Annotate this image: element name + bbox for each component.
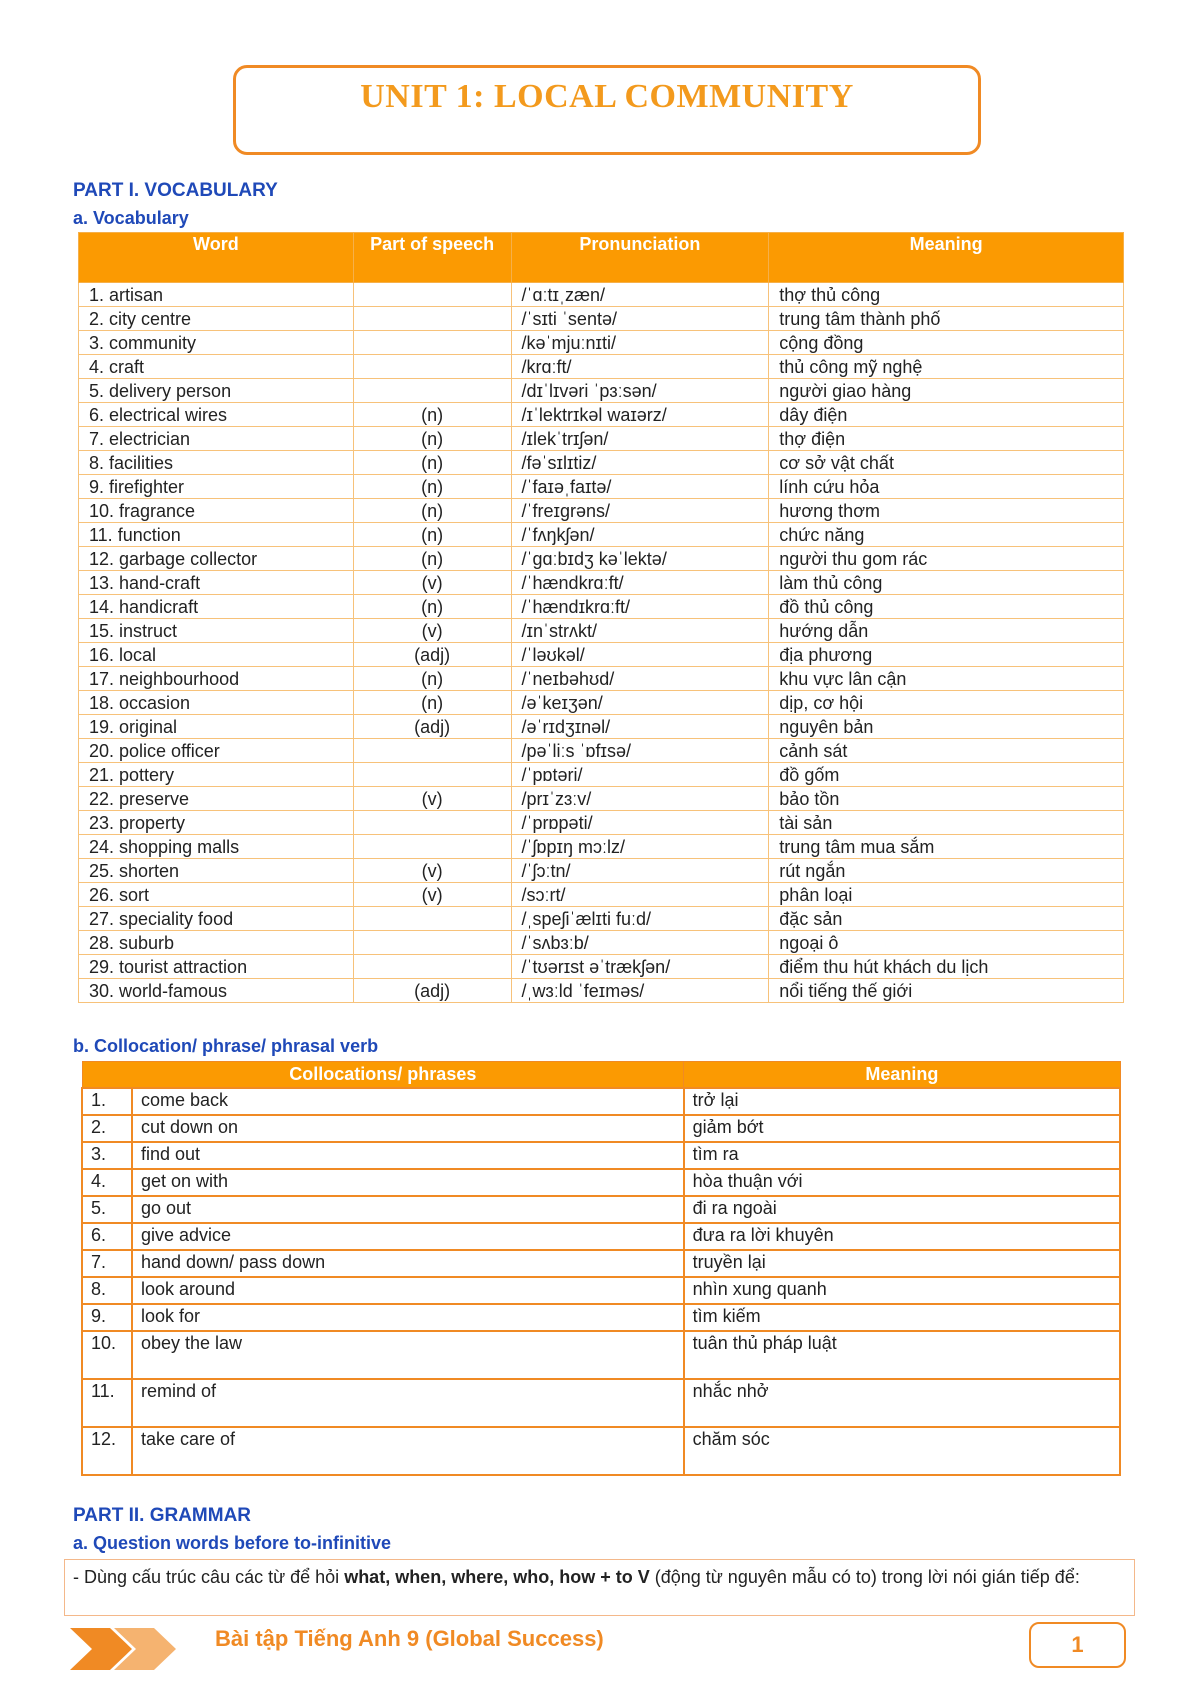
vocab-pron: /dɪˈlɪvəri ˈpɜːsən/ <box>511 379 769 403</box>
vocab-word: 28. suburb <box>79 931 354 955</box>
vocab-pron: /ˈsʌbɜːb/ <box>511 931 769 955</box>
vocab-word: 23. property <box>79 811 354 835</box>
page-title: UNIT 1: LOCAL COMMUNITY <box>360 78 854 115</box>
vocab-pron: /pəˈliːs ˈɒfɪsə/ <box>511 739 769 763</box>
vocab-pos <box>353 739 511 763</box>
colloc-num: 3. <box>82 1142 132 1169</box>
vocab-row <box>79 475 1124 499</box>
page-number: 1 <box>1029 1622 1126 1668</box>
colloc-phrase: hand down/ pass down <box>132 1250 684 1277</box>
vocab-word: 17. neighbourhood <box>79 667 354 691</box>
vocab-row <box>79 547 1124 571</box>
vocab-word: 25. shorten <box>79 859 354 883</box>
vocab-pron: /sɔːrt/ <box>511 883 769 907</box>
colloc-meaning: đi ra ngoài <box>684 1196 1120 1223</box>
colloc-row <box>82 1223 1120 1250</box>
colloc-meaning: tìm kiếm <box>684 1304 1120 1331</box>
vocab-word: 19. original <box>79 715 354 739</box>
vocab-word: 27. speciality food <box>79 907 354 931</box>
vocab-row <box>79 331 1124 355</box>
vocab-row <box>79 835 1124 859</box>
vocab-row <box>79 955 1124 979</box>
colloc-meaning: tuân thủ pháp luật <box>684 1331 1120 1379</box>
colloc-phrase: cut down on <box>132 1115 684 1142</box>
colloc-row <box>82 1196 1120 1223</box>
vocab-pos <box>353 763 511 787</box>
colloc-num: 2. <box>82 1115 132 1142</box>
vocab-pron: /ˈgɑːbɪdʒ kəˈlektə/ <box>511 547 769 571</box>
vocab-pos: (n) <box>353 595 511 619</box>
vocab-row <box>79 787 1124 811</box>
colloc-phrase: find out <box>132 1142 684 1169</box>
vocab-word: 22. preserve <box>79 787 354 811</box>
colloc-num: 5. <box>82 1196 132 1223</box>
vocab-pos <box>353 355 511 379</box>
vocab-header-row <box>79 233 1124 283</box>
colloc-row <box>82 1250 1120 1277</box>
vocab-meaning: người thu gom rác <box>769 547 1124 571</box>
grammar-text-pre: - Dùng cấu trúc câu các từ để hỏi <box>73 1567 345 1587</box>
vocab-meaning: bảo tồn <box>769 787 1124 811</box>
vocab-meaning: dây điện <box>769 403 1124 427</box>
colloc-phrase: go out <box>132 1196 684 1223</box>
vocab-word: 5. delivery person <box>79 379 354 403</box>
vocab-pron: /ˌspeʃiˈælɪti fuːd/ <box>511 907 769 931</box>
colloc-meaning: nhắc nhở <box>684 1379 1120 1427</box>
colloc-meaning: chăm sóc <box>684 1427 1120 1475</box>
colloc-row <box>82 1142 1120 1169</box>
vocab-meaning: rút ngắn <box>769 859 1124 883</box>
vocab-meaning: người giao hàng <box>769 379 1124 403</box>
vocab-word: 12. garbage collector <box>79 547 354 571</box>
colloc-meaning: trở lại <box>684 1088 1120 1115</box>
grammar-text-post: (động từ nguyên mẫu có to) trong lời nói gián tiếp để: <box>649 1567 1080 1587</box>
vocab-word: 3. community <box>79 331 354 355</box>
vocab-meaning: điểm thu hút khách du lịch <box>769 955 1124 979</box>
colloc-row <box>82 1427 1120 1475</box>
vocab-meaning: hướng dẫn <box>769 619 1124 643</box>
colloc-num: 4. <box>82 1169 132 1196</box>
vocab-meaning: thủ công mỹ nghệ <box>769 355 1124 379</box>
vocab-meaning: cơ sở vật chất <box>769 451 1124 475</box>
colloc-row <box>82 1088 1120 1115</box>
colloc-phrase: get on with <box>132 1169 684 1196</box>
colloc-meaning: đưa ra lời khuyên <box>684 1223 1120 1250</box>
vocab-row <box>79 595 1124 619</box>
colloc-num: 8. <box>82 1277 132 1304</box>
colloc-meaning: tìm ra <box>684 1142 1120 1169</box>
vocab-pos <box>353 331 511 355</box>
vocab-row <box>79 859 1124 883</box>
vocab-meaning: làm thủ công <box>769 571 1124 595</box>
colloc-row <box>82 1169 1120 1196</box>
colloc-num: 7. <box>82 1250 132 1277</box>
vocab-pron: /ˈfreɪgrəns/ <box>511 499 769 523</box>
double-chevron-icon <box>70 1626 190 1672</box>
vocab-meaning: địa phương <box>769 643 1124 667</box>
vocab-header-word: Word <box>79 233 354 283</box>
vocab-pos: (n) <box>353 427 511 451</box>
colloc-phrase: remind of <box>132 1379 684 1427</box>
colloc-num: 11. <box>82 1379 132 1427</box>
colloc-num: 10. <box>82 1331 132 1379</box>
title-box <box>233 65 981 155</box>
colloc-phrase: look around <box>132 1277 684 1304</box>
vocab-row <box>79 691 1124 715</box>
part2-heading: PART II. GRAMMAR <box>73 1505 252 1526</box>
vocab-row <box>79 883 1124 907</box>
vocab-pron: /krɑːft/ <box>511 355 769 379</box>
vocab-word: 7. electrician <box>79 427 354 451</box>
vocab-pron: /əˈrɪdʒɪnəl/ <box>511 715 769 739</box>
colloc-num: 1. <box>82 1088 132 1115</box>
vocab-pron: /ˈsɪti ˈsentə/ <box>511 307 769 331</box>
vocab-pos: (adj) <box>353 715 511 739</box>
vocab-pos <box>353 307 511 331</box>
vocab-pos <box>353 955 511 979</box>
colloc-num: 6. <box>82 1223 132 1250</box>
vocab-meaning: trung tâm mua sắm <box>769 835 1124 859</box>
vocab-pron: /ˈneɪbəhʊd/ <box>511 667 769 691</box>
vocab-pron: /ˌwɜːld ˈfeɪməs/ <box>511 979 769 1003</box>
colloc-header-row <box>82 1062 1120 1089</box>
grammar-note <box>64 1559 1135 1616</box>
vocab-pos <box>353 931 511 955</box>
vocabulary-table <box>78 232 1124 1003</box>
colloc-header-phrase: Collocations/ phrases <box>82 1062 684 1089</box>
vocab-pos <box>353 835 511 859</box>
vocab-pos: (v) <box>353 619 511 643</box>
vocab-pos <box>353 811 511 835</box>
vocab-row <box>79 355 1124 379</box>
vocab-pron: /ɪˈlektrɪkəl waɪərz/ <box>511 403 769 427</box>
vocab-pos: (v) <box>353 787 511 811</box>
vocab-pos: (v) <box>353 883 511 907</box>
vocab-word: 21. pottery <box>79 763 354 787</box>
vocab-meaning: nguyên bản <box>769 715 1124 739</box>
vocab-pos <box>353 907 511 931</box>
vocab-word: 4. craft <box>79 355 354 379</box>
vocab-pron: /ˈpɒtəri/ <box>511 763 769 787</box>
colloc-row <box>82 1331 1120 1379</box>
vocab-word: 1. artisan <box>79 283 354 307</box>
vocab-pron: /prɪˈzɜːv/ <box>511 787 769 811</box>
vocab-row <box>79 619 1124 643</box>
vocab-pron: /ɪlekˈtrɪʃən/ <box>511 427 769 451</box>
vocab-row <box>79 379 1124 403</box>
collocation-table <box>81 1061 1121 1476</box>
vocab-pron: /ˈtʊərɪst əˈtrækʃən/ <box>511 955 769 979</box>
vocab-row <box>79 739 1124 763</box>
colloc-row <box>82 1115 1120 1142</box>
vocab-meaning: trung tâm thành phố <box>769 307 1124 331</box>
vocab-pron: /ɪnˈstrʌkt/ <box>511 619 769 643</box>
vocab-word: 30. world-famous <box>79 979 354 1003</box>
vocab-row <box>79 979 1124 1003</box>
vocab-word: 18. occasion <box>79 691 354 715</box>
vocab-pos <box>353 379 511 403</box>
vocab-heading: a. Vocabulary <box>73 208 189 228</box>
part1-heading: PART I. VOCABULARY <box>73 180 278 201</box>
vocab-pos <box>353 283 511 307</box>
vocab-pos: (n) <box>353 403 511 427</box>
vocab-row <box>79 499 1124 523</box>
vocab-word: 2. city centre <box>79 307 354 331</box>
vocab-pos: (n) <box>353 547 511 571</box>
colloc-row <box>82 1277 1120 1304</box>
colloc-phrase: give advice <box>132 1223 684 1250</box>
vocab-meaning: khu vực lân cận <box>769 667 1124 691</box>
vocab-pron: /fəˈsɪlɪtiz/ <box>511 451 769 475</box>
vocab-meaning: nổi tiếng thế giới <box>769 979 1124 1003</box>
vocab-row <box>79 763 1124 787</box>
vocab-word: 14. handicraft <box>79 595 354 619</box>
colloc-num: 9. <box>82 1304 132 1331</box>
vocab-meaning: thợ thủ công <box>769 283 1124 307</box>
colloc-meaning: truyền lại <box>684 1250 1120 1277</box>
vocab-pos: (n) <box>353 499 511 523</box>
vocab-pron: /ˈhændɪkrɑːft/ <box>511 595 769 619</box>
vocab-meaning: cảnh sát <box>769 739 1124 763</box>
vocab-row <box>79 571 1124 595</box>
vocab-pron: /ˈhændkrɑːft/ <box>511 571 769 595</box>
vocab-pos: (n) <box>353 523 511 547</box>
vocab-meaning: hương thơm <box>769 499 1124 523</box>
vocab-row <box>79 523 1124 547</box>
vocab-pos: (n) <box>353 475 511 499</box>
vocab-meaning: lính cứu hỏa <box>769 475 1124 499</box>
colloc-meaning: nhìn xung quanh <box>684 1277 1120 1304</box>
vocab-meaning: dịp, cơ hội <box>769 691 1124 715</box>
vocab-row <box>79 907 1124 931</box>
vocab-word: 29. tourist attraction <box>79 955 354 979</box>
vocab-meaning: đồ gốm <box>769 763 1124 787</box>
vocab-meaning: đồ thủ công <box>769 595 1124 619</box>
vocab-pron: /ˈfʌŋkʃən/ <box>511 523 769 547</box>
colloc-meaning: giảm bớt <box>684 1115 1120 1142</box>
vocab-pos: (n) <box>353 451 511 475</box>
vocab-pron: /ˈfaɪəˌfaɪtə/ <box>511 475 769 499</box>
grammar-heading: a. Question words before to-infinitive <box>73 1533 392 1553</box>
colloc-row <box>82 1379 1120 1427</box>
colloc-meaning: hòa thuận với <box>684 1169 1120 1196</box>
vocab-pron: /ˈʃɒpɪŋ mɔːlz/ <box>511 835 769 859</box>
vocab-row <box>79 403 1124 427</box>
colloc-phrase: obey the law <box>132 1331 684 1379</box>
vocab-pron: /ˈɑːtɪˌzæn/ <box>511 283 769 307</box>
vocab-pos: (n) <box>353 667 511 691</box>
footer-title: Bài tập Tiếng Anh 9 (Global Success) <box>215 1626 604 1651</box>
vocab-row <box>79 931 1124 955</box>
vocab-row <box>79 427 1124 451</box>
vocab-word: 9. firefighter <box>79 475 354 499</box>
vocab-word: 24. shopping malls <box>79 835 354 859</box>
vocab-word: 8. facilities <box>79 451 354 475</box>
grammar-text-bold: what, when, where, who, how + to V <box>344 1567 650 1587</box>
vocab-row <box>79 667 1124 691</box>
vocab-word: 15. instruct <box>79 619 354 643</box>
vocab-word: 13. hand-craft <box>79 571 354 595</box>
vocab-word: 11. function <box>79 523 354 547</box>
vocab-row <box>79 643 1124 667</box>
vocab-header-pos: Part of speech <box>353 233 511 283</box>
vocab-meaning: tài sản <box>769 811 1124 835</box>
vocab-row <box>79 307 1124 331</box>
colloc-row <box>82 1304 1120 1331</box>
vocab-word: 20. police officer <box>79 739 354 763</box>
vocab-meaning: chức năng <box>769 523 1124 547</box>
colloc-phrase: look for <box>132 1304 684 1331</box>
vocab-pos: (n) <box>353 691 511 715</box>
colloc-phrase: come back <box>132 1088 684 1115</box>
vocab-meaning: ngoại ô <box>769 931 1124 955</box>
vocab-pron: /ˈprɒpəti/ <box>511 811 769 835</box>
vocab-pos: (adj) <box>353 643 511 667</box>
vocab-meaning: thợ điện <box>769 427 1124 451</box>
vocab-pron: /ˈləʊkəl/ <box>511 643 769 667</box>
vocab-word: 16. local <box>79 643 354 667</box>
vocab-header-meaning: Meaning <box>769 233 1124 283</box>
vocab-row <box>79 715 1124 739</box>
vocab-row <box>79 451 1124 475</box>
vocab-pos: (v) <box>353 859 511 883</box>
vocab-pos: (adj) <box>353 979 511 1003</box>
colloc-num: 12. <box>82 1427 132 1475</box>
colloc-heading: b. Collocation/ phrase/ phrasal verb <box>73 1036 379 1056</box>
vocab-meaning: phân loại <box>769 883 1124 907</box>
vocab-pos: (v) <box>353 571 511 595</box>
vocab-pron: /kəˈmjuːnɪti/ <box>511 331 769 355</box>
vocab-row <box>79 283 1124 307</box>
vocab-word: 26. sort <box>79 883 354 907</box>
vocab-word: 6. electrical wires <box>79 403 354 427</box>
vocab-word: 10. fragrance <box>79 499 354 523</box>
vocab-row <box>79 811 1124 835</box>
vocab-header-pron: Pronunciation <box>511 233 769 283</box>
colloc-phrase: take care of <box>132 1427 684 1475</box>
vocab-pron: /əˈkeɪʒən/ <box>511 691 769 715</box>
vocab-meaning: cộng đồng <box>769 331 1124 355</box>
vocab-meaning: đặc sản <box>769 907 1124 931</box>
vocab-pron: /ˈʃɔːtn/ <box>511 859 769 883</box>
colloc-header-meaning: Meaning <box>684 1062 1120 1089</box>
